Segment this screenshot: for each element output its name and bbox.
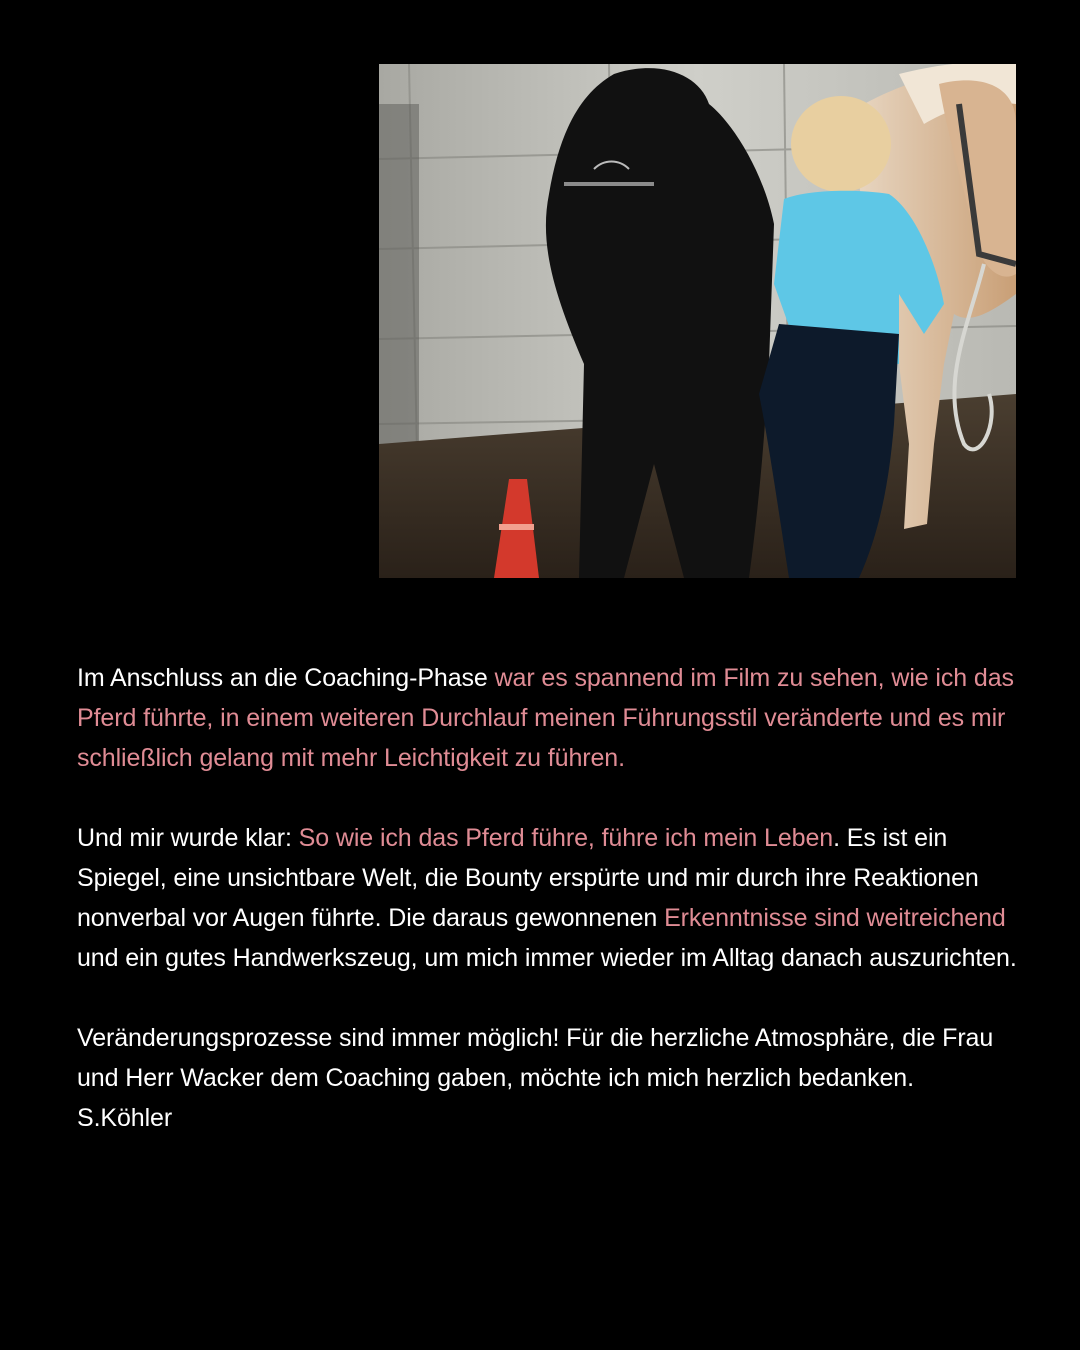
paragraph-realization [77, 818, 1017, 978]
paragraph2-plain-2: . Es ist ein Spiegel, eine unsichtbare Welt, die Bounty erspürte und mir durch ihre Reaktionen nonverbal vor Augen führte. Die daraus gewonnenen [77, 824, 979, 932]
signature: S.Köhler [77, 1104, 173, 1132]
paragraph-coaching-phase [77, 658, 1017, 778]
paragraph2-plain-3: und ein gutes Handwerkszeug, um mich immer wieder im Alltag danach auszurichten. [77, 944, 1017, 972]
paragraph-thanks: Veränderungsprozesse sind immer möglich! Für die herzliche Atmosphäre, die Frau und Herr Wacker dem Coaching gaben, möchte ich mich herzlich bedanken. [77, 1024, 994, 1092]
paragraph1-plain: Im Anschluss an die Coaching-Phase [77, 664, 495, 692]
testimonial-text [77, 658, 1017, 1138]
horse-coaching-photo [379, 64, 1016, 578]
paragraph1-highlight: war es spannend im Film zu sehen, wie ich das Pferd führte, in einem weiteren Durchlauf meinen Führungsstil veränderte und es mir schließlich gelang mit mehr Leichtigkeit zu führen. [77, 664, 1014, 772]
paragraph2-highlight-2: Erkenntnisse sind weitreichend [664, 904, 1006, 932]
paragraph2-plain-1: Und mir wurde klar: [77, 824, 299, 852]
paragraph2-highlight-1: So wie ich das Pferd führe, führe ich mein Leben [298, 824, 834, 852]
